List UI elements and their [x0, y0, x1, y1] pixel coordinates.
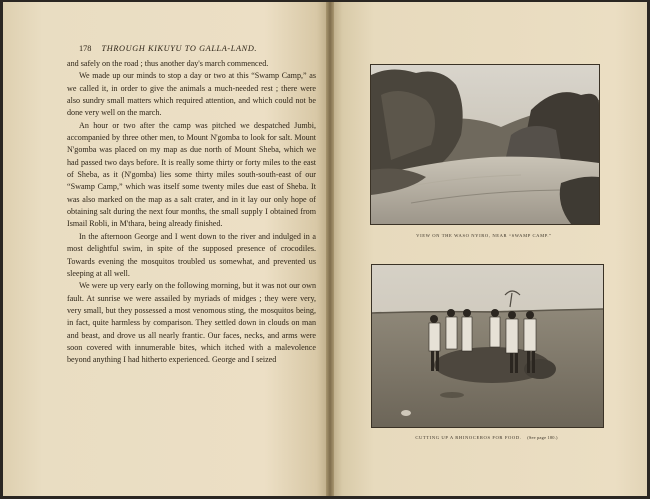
river-photograph [370, 64, 600, 225]
book-spine [326, 2, 334, 496]
page-number: 178 [79, 44, 92, 53]
body-text [67, 58, 316, 367]
paragraph: An hour or two after the camp was pitched we despatched Jumbi, accompanied by three other men, to Mount N'gomba to look for salt. Mount N'gomba was placed on my map as due north of Mount Sheba, which we had passed two days before. It is really some thirty or forty miles to the east of Sheba, as it (N'gomba) lies some thirty miles south-south-east of our “Swamp Camp,” which was itself some twenty miles due east of Sheba. It was also marked on the map as a salt crater, and in it lay our only hope of obtaining salt during the next four months, the small supply I obtained from Ismail Robli, in M'thara, being already finished. [67, 120, 316, 229]
caption-text: CUTTING UP A RHINOCEROS FOR FOOD. [415, 435, 522, 440]
paragraph: We made up our minds to stop a day or two at this “Swamp Camp,” as we called it, in order to give the animals a much-needed rest ; there were also sundry small matters which required attention, and which could not be done very well on the march. [67, 71, 316, 118]
paragraph: We were up very early on the following morning, but it was not our own fault. At sunrise we were assailed by myriads of midges ; they were very, very small, but they possessed a most venomous sting, the mosquitos being, in fact, quite harmless by comparison. They settled down in clouds on man and beast, and drove us all nearly frantic. Our faces, necks, and arms were soon covered with innumerable bites, which itched with a malevolence beyond anything I had hitherto experienced. George and I seized [67, 281, 316, 365]
photo-caption [371, 435, 602, 440]
page-reference: (See page 180.) [527, 435, 558, 440]
running-title: THROUGH KIKUYU TO GALLA-LAND. [101, 44, 258, 53]
paragraph: In the afternoon George and I went down to the river and indulged in a most delightful swim, in spite of the supposed presence of crocodiles. Towards evening the mosquitos troubled us somewhat, and prevented us sleeping at all well. [67, 231, 316, 278]
photo-caption: VIEW ON THE WASO NYIRO, NEAR “SWAMP CAMP.” [416, 233, 552, 238]
rhinoceros-photograph [371, 264, 604, 428]
paragraph: and safely on the road ; thus another day's march commenced. [67, 59, 269, 68]
left-page [3, 2, 330, 496]
page-header [79, 44, 299, 53]
